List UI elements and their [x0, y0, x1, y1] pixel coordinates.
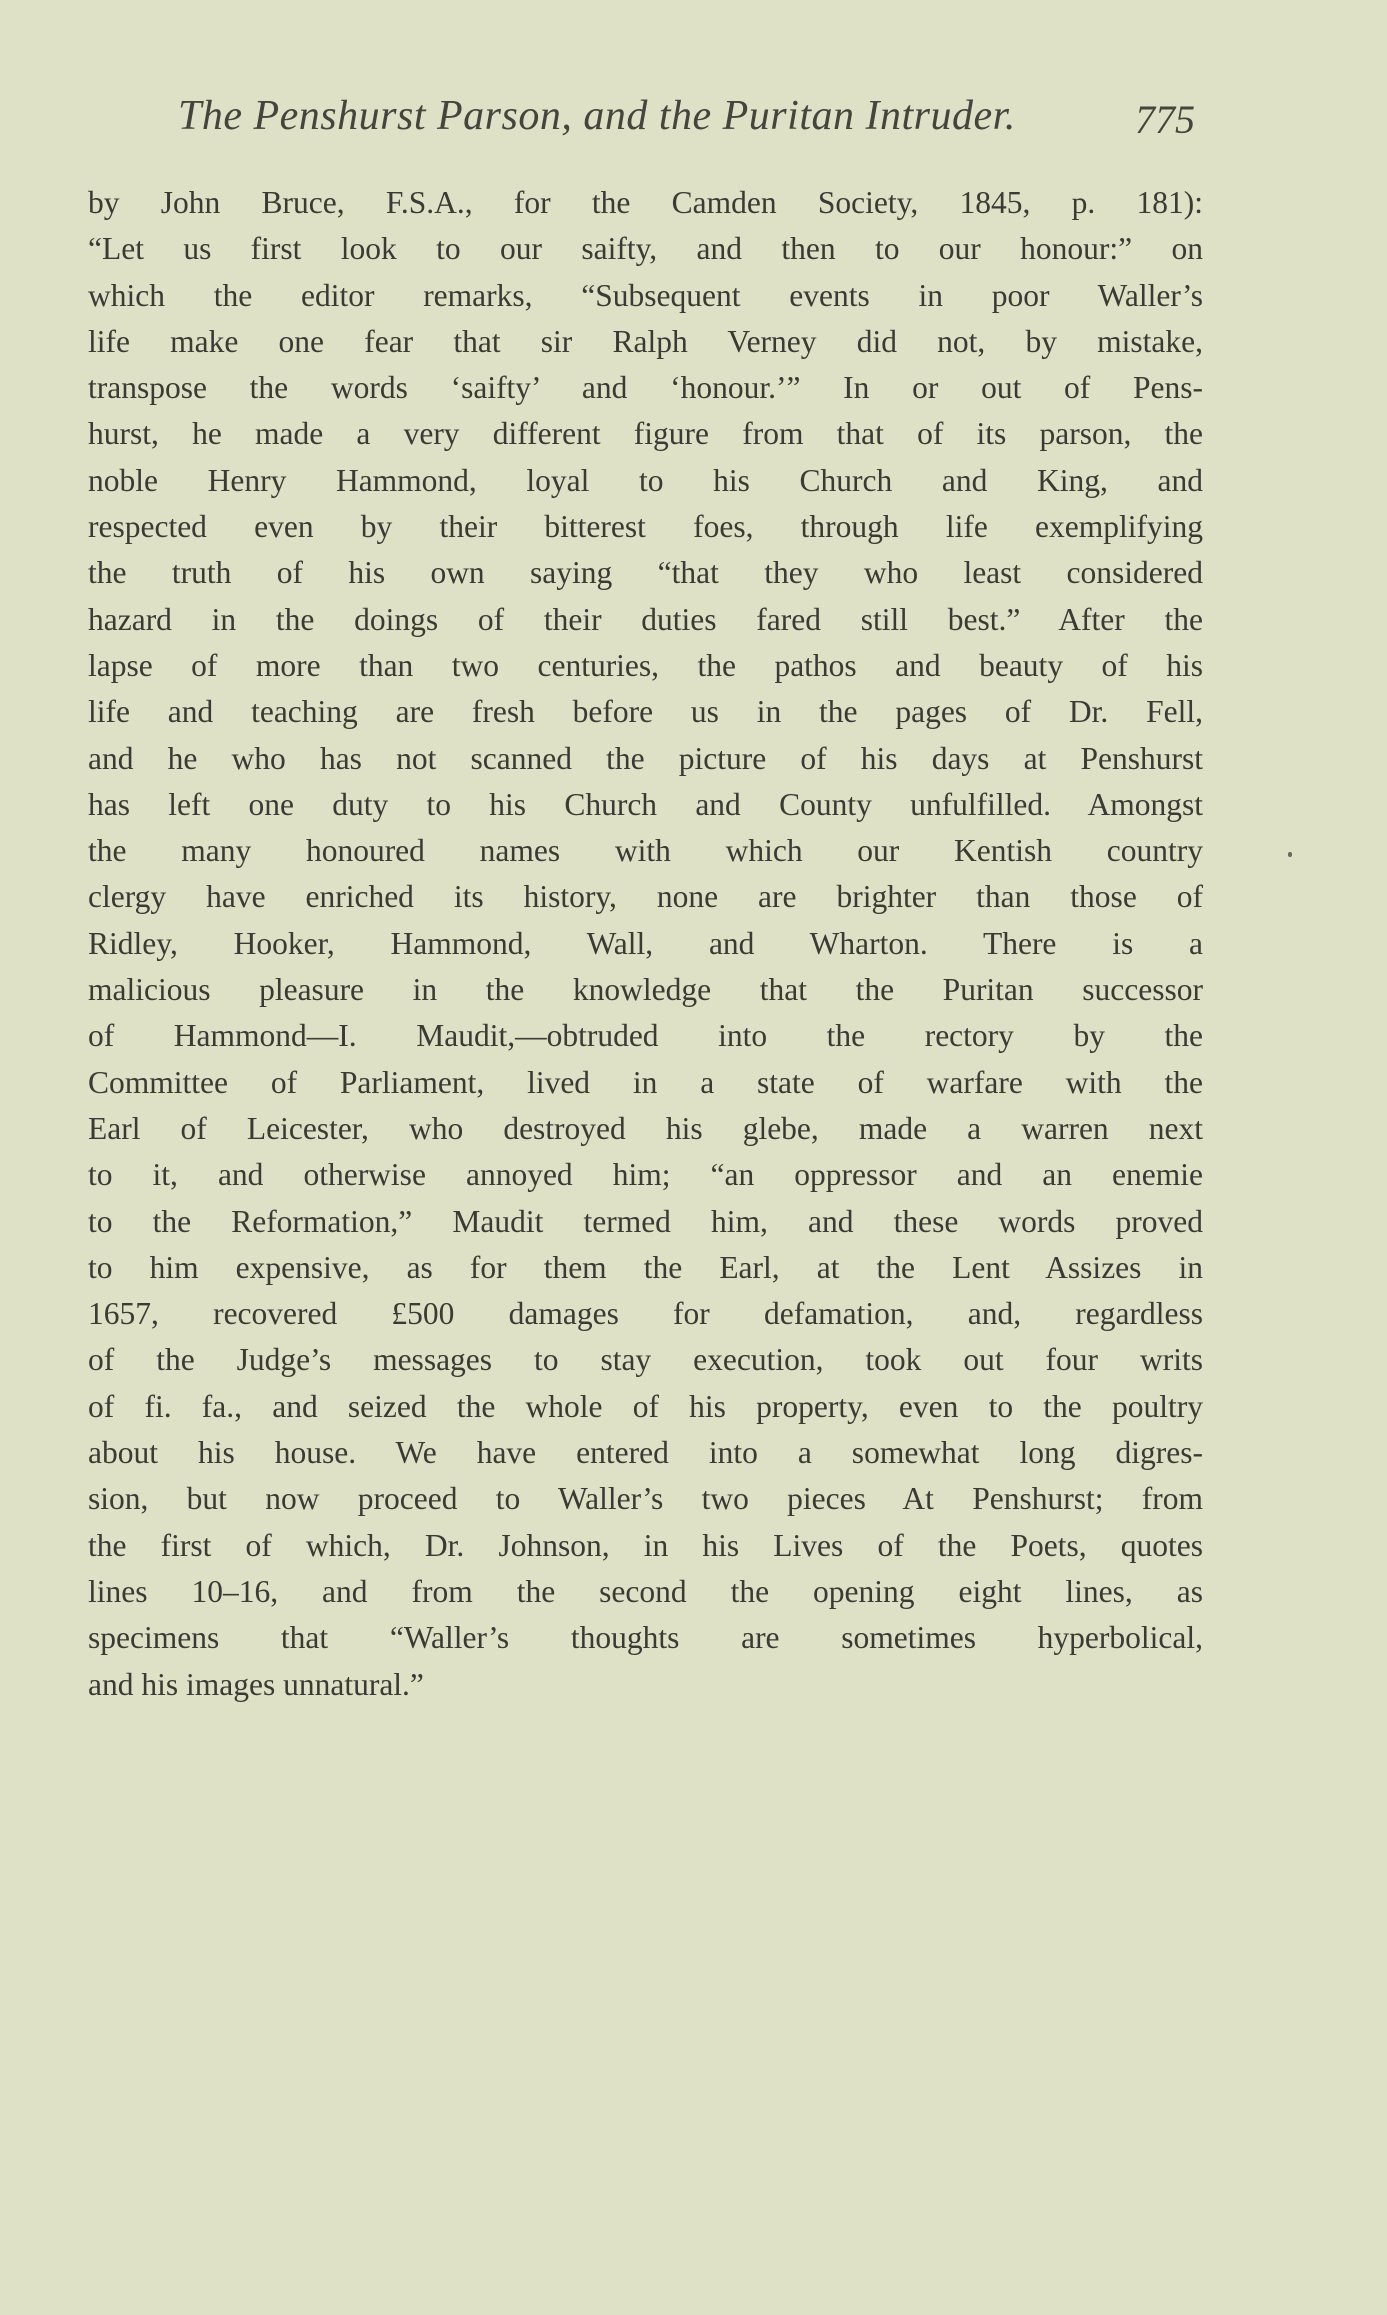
text-line [88, 1337, 1203, 1383]
text-line-content: and his images unnatural.” [88, 1666, 424, 1702]
text-line-content: of fi. fa., and seized the whole of his property, even to the poultry [88, 1388, 1203, 1424]
text-line-content: the first of which, Dr. Johnson, in his Lives of the Poets, quotes [88, 1527, 1203, 1563]
text-line [88, 180, 1203, 226]
text-line-content: noble Henry Hammond, loyal to his Church and King, and [88, 462, 1203, 498]
text-line-content: malicious pleasure in the knowledge that the Puritan successor [88, 972, 1203, 1008]
text-line [88, 689, 1203, 735]
text-line-content: specimens that “Waller’s thoughts are sometimes hyperbolical, [88, 1620, 1203, 1656]
text-line-content: sion, but now proceed to Waller’s two pieces At Penshurst; from [88, 1481, 1203, 1517]
text-line-content: the many honoured names with which our Kentish country [88, 833, 1203, 869]
text-line-content: Committee of Parliament, lived in a state of warfare with the [88, 1064, 1203, 1100]
running-header [0, 92, 1387, 152]
text-line-content: “Let us first look to our saifty, and then to our honour:” on [88, 231, 1203, 267]
text-line [88, 1013, 1203, 1059]
text-line [88, 782, 1203, 828]
text-line-content: transpose the words ‘saifty’ and ‘honour.’” In or out of Pens- [88, 370, 1203, 406]
text-line [88, 597, 1203, 643]
text-line-content: hurst, he made a very different figure from that of its parson, the [88, 416, 1203, 452]
text-line-content: about his house. We have entered into a somewhat long digres- [88, 1435, 1203, 1471]
text-line [88, 828, 1203, 874]
text-line [88, 458, 1203, 504]
text-line [88, 1569, 1203, 1615]
text-line [88, 1245, 1203, 1291]
text-line [88, 1291, 1203, 1337]
text-line [88, 1106, 1203, 1152]
text-line [88, 1662, 1203, 1708]
text-line-content: to it, and otherwise annoyed him; “an oppressor and an enemie [88, 1157, 1203, 1193]
text-line [88, 1476, 1203, 1522]
text-line-content: hazard in the doings of their duties fared still best.” After the [88, 601, 1203, 637]
text-line-content: life and teaching are fresh before us in the pages of Dr. Fell, [88, 694, 1203, 730]
text-line [88, 643, 1203, 689]
text-line-content: has left one duty to his Church and County unfulfilled. Amongst [88, 786, 1203, 822]
text-line [88, 921, 1203, 967]
text-line-content: clergy have enriched its history, none are brighter than those of [88, 879, 1203, 915]
body-paragraph [88, 180, 1203, 1708]
text-line-content: lapse of more than two centuries, the pathos and beauty of his [88, 647, 1203, 683]
text-line [88, 1152, 1203, 1198]
text-line [88, 411, 1203, 457]
text-line [88, 1430, 1203, 1476]
text-line-content: which the editor remarks, “Subsequent events in poor Waller’s [88, 277, 1203, 313]
text-line-content: to him expensive, as for them the Earl, at the Lent Assizes in [88, 1249, 1203, 1285]
text-line [88, 967, 1203, 1013]
text-line-content: of the Judge’s messages to stay execution, took out four writs [88, 1342, 1203, 1378]
text-line-content: and he who has not scanned the picture of his days at Penshurst [88, 740, 1203, 776]
text-line-content: Ridley, Hooker, Hammond, Wall, and Wharton. There is a [88, 925, 1203, 961]
text-line [88, 1523, 1203, 1569]
text-line [88, 319, 1203, 365]
text-line [88, 504, 1203, 550]
text-line [88, 1199, 1203, 1245]
text-line-content: the truth of his own saying “that they who least considered [88, 555, 1203, 591]
text-line [88, 226, 1203, 272]
text-line [88, 1615, 1203, 1661]
text-line-content: life make one fear that sir Ralph Verney did not, by mistake, [88, 323, 1203, 359]
text-line [88, 874, 1203, 920]
text-line [88, 365, 1203, 411]
text-line-content: respected even by their bitterest foes, through life exemplifying [88, 509, 1203, 545]
text-line-content: to the Reformation,” Maudit termed him, and these words proved [88, 1203, 1203, 1239]
text-line-content: lines 10–16, and from the second the opening eight lines, as [88, 1573, 1203, 1609]
text-line [88, 1384, 1203, 1430]
text-line-content: by John Bruce, F.S.A., for the Camden Society, 1845, p. 181): [88, 185, 1203, 220]
text-line-content: 1657, recovered £500 damages for defamation, and, regardless [88, 1296, 1203, 1332]
text-line-content: of Hammond—I. Maudit,—obtruded into the rectory by the [88, 1018, 1203, 1054]
text-line [88, 273, 1203, 319]
page-number: 775 [1135, 97, 1195, 142]
margin-speck [1288, 852, 1292, 857]
text-line [88, 1060, 1203, 1106]
text-line-content: Earl of Leicester, who destroyed his glebe, made a warren next [88, 1110, 1203, 1146]
text-line [88, 736, 1203, 782]
running-title: The Penshurst Parson, and the Puritan Intruder. [178, 93, 1016, 139]
text-line [88, 550, 1203, 596]
